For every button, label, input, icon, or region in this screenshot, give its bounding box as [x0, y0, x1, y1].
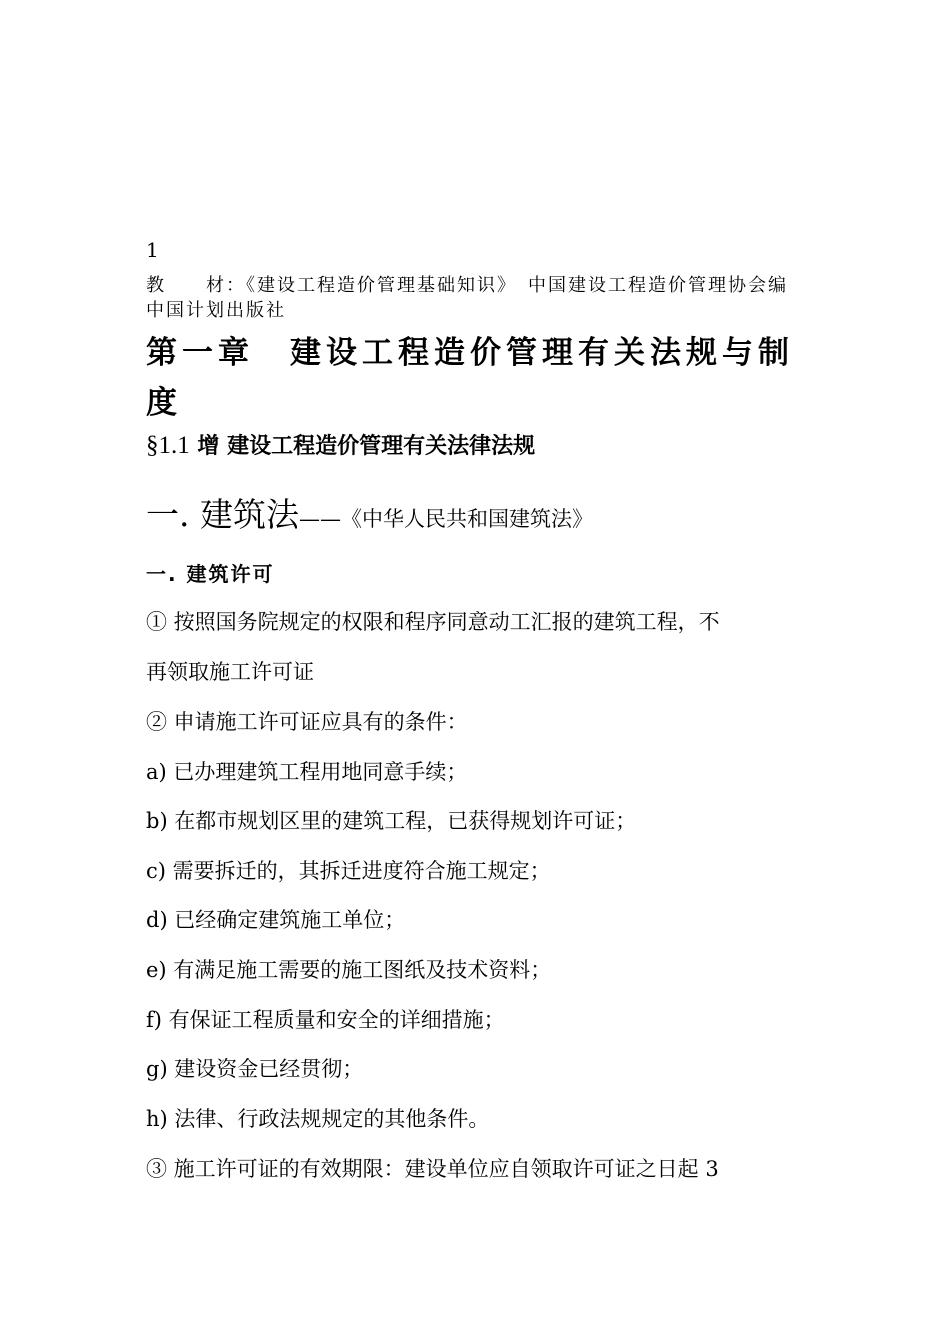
body-line: b) 在都市规划区里的建筑工程，已获得规划许可证；	[146, 809, 637, 833]
law-title	[146, 491, 811, 543]
textbook-reference: 教 材：《建设工程造价管理基础知识》 中国建设工程造价管理协会编 中国计划出版社	[146, 275, 808, 321]
body-line: f) 有保证工程质量和安全的详细措施；	[146, 1008, 505, 1032]
body-line: 再领取施工许可证	[146, 660, 314, 684]
body-line: d) 已经确定建筑施工单位；	[146, 908, 406, 932]
body-line: a) 已办理建筑工程用地同意手续；	[146, 760, 468, 784]
section-number: §1.1	[146, 432, 190, 459]
chapter-title: 第一章 建设工程造价管理有关法规与制度	[146, 335, 794, 421]
subheading: 一. 建筑许可	[146, 562, 275, 586]
section-heading	[146, 428, 811, 465]
body-line: ② 申请施工许可证应具有的条件：	[146, 710, 468, 734]
law-full-name: ——《中华人民共和国建筑法》	[298, 507, 593, 531]
section-title: 增 建设工程造价管理有关法律法规	[189, 434, 536, 459]
body-line: e) 有满足施工需要的施工图纸及技术资料；	[146, 958, 552, 982]
body-line: ③ 施工许可证的有效期限：建设单位应自领取许可证之日起 3	[146, 1157, 719, 1181]
law-name: 一. 建筑法	[146, 495, 299, 534]
page-number: 1	[146, 238, 159, 262]
body-line: h) 法律、行政法规规定的其他条件。	[146, 1107, 490, 1131]
body-line: c) 需要拆迁的，其拆迁进度符合施工规定；	[146, 859, 551, 883]
body-line: g) 建设资金已经贯彻；	[146, 1057, 364, 1081]
body-line: ① 按照国务院规定的权限和程序同意动工汇报的建筑工程，不	[146, 610, 720, 634]
